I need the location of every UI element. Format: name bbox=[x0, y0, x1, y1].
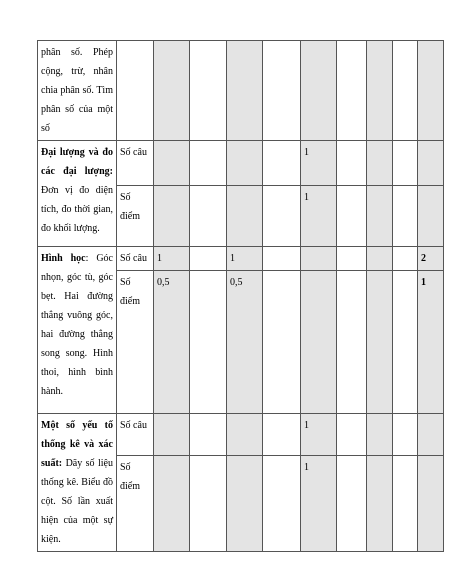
value-cell bbox=[393, 414, 418, 456]
value-cell bbox=[190, 141, 227, 186]
value-cell bbox=[393, 141, 418, 186]
value-cell bbox=[337, 186, 367, 247]
row-label-cell: Số điểm bbox=[117, 271, 154, 414]
value-cell bbox=[227, 414, 263, 456]
value-cell bbox=[393, 186, 418, 247]
matrix-table bbox=[37, 40, 444, 552]
value-cell bbox=[418, 141, 444, 186]
value-cell bbox=[367, 455, 393, 551]
value-cell bbox=[263, 271, 301, 414]
table-row bbox=[38, 41, 444, 141]
row-label-cell: Số câu bbox=[117, 141, 154, 186]
value-cell bbox=[418, 186, 444, 247]
value-cell bbox=[263, 41, 301, 141]
row-label-cell: Số câu bbox=[117, 247, 154, 271]
value-cell bbox=[263, 455, 301, 551]
value-cell: 1 bbox=[227, 247, 263, 271]
table-row bbox=[38, 414, 444, 456]
value-cell: 1 bbox=[301, 455, 337, 551]
value-cell bbox=[337, 141, 367, 186]
value-cell: 0,5 bbox=[227, 271, 263, 414]
topic-description: Dãy số liệu thống kê. Biểu đồ cột. Số lần xuất hiện của một sự kiện. bbox=[41, 458, 113, 545]
value-cell bbox=[190, 186, 227, 247]
value-cell: 1 bbox=[301, 414, 337, 456]
topic-title: Đại lượng và đo các đại lượng: bbox=[41, 147, 113, 177]
value-cell: 0,5 bbox=[154, 271, 190, 414]
row-label-cell: Số điểm bbox=[117, 186, 154, 247]
value-cell bbox=[367, 414, 393, 456]
row-label-cell bbox=[117, 41, 154, 141]
table-row bbox=[38, 247, 444, 271]
value-cell: 1 bbox=[301, 141, 337, 186]
value-cell bbox=[263, 247, 301, 271]
row-label-cell: Số điểm bbox=[117, 455, 154, 551]
value-cell bbox=[190, 271, 227, 414]
value-cell: 2 bbox=[418, 247, 444, 271]
topic-cell bbox=[38, 247, 117, 414]
value-cell bbox=[301, 271, 337, 414]
table-row bbox=[38, 141, 444, 186]
value-cell bbox=[418, 455, 444, 551]
value-cell bbox=[190, 247, 227, 271]
value-cell bbox=[367, 141, 393, 186]
value-cell bbox=[154, 186, 190, 247]
value-cell bbox=[393, 247, 418, 271]
value-cell bbox=[337, 271, 367, 414]
value-cell bbox=[337, 41, 367, 141]
value-cell bbox=[263, 186, 301, 247]
value-cell bbox=[367, 271, 393, 414]
value-cell bbox=[337, 247, 367, 271]
topic-title: Một số yếu tố thống kê và xác suất: bbox=[41, 420, 113, 469]
value-cell bbox=[393, 455, 418, 551]
topic-description: : Góc nhọn, góc tù, góc bẹt. Hai đường thẳng vuông góc, hai đường thẳng song song. Hình thoi, hình bình hành. bbox=[41, 253, 113, 397]
value-cell bbox=[393, 271, 418, 414]
value-cell bbox=[367, 186, 393, 247]
value-cell bbox=[227, 41, 263, 141]
value-cell bbox=[337, 455, 367, 551]
value-cell bbox=[263, 141, 301, 186]
value-cell bbox=[367, 247, 393, 271]
value-cell bbox=[154, 141, 190, 186]
topic-cell bbox=[38, 414, 117, 552]
topic-title: Hình học bbox=[41, 253, 86, 264]
value-cell bbox=[190, 414, 227, 456]
value-cell bbox=[301, 41, 337, 141]
value-cell: 1 bbox=[418, 271, 444, 414]
value-cell bbox=[227, 186, 263, 247]
value-cell bbox=[190, 455, 227, 551]
row-label-cell: Số câu bbox=[117, 414, 154, 456]
value-cell bbox=[367, 41, 393, 141]
value-cell bbox=[227, 141, 263, 186]
value-cell: 1 bbox=[301, 186, 337, 247]
value-cell bbox=[393, 41, 418, 141]
value-cell bbox=[190, 41, 227, 141]
value-cell bbox=[418, 41, 444, 141]
value-cell bbox=[337, 414, 367, 456]
value-cell bbox=[154, 414, 190, 456]
topic-cell bbox=[38, 141, 117, 247]
value-cell: 1 bbox=[154, 247, 190, 271]
value-cell bbox=[227, 455, 263, 551]
value-cell bbox=[263, 414, 301, 456]
topic-cell bbox=[38, 41, 117, 141]
topic-description: Đơn vị đo diện tích, đo thời gian, đo khối lượng. bbox=[41, 185, 113, 234]
value-cell bbox=[418, 414, 444, 456]
topic-description: phân số. Phép cộng, trừ, nhân chia phân số. Tìm phân số của một số bbox=[41, 47, 113, 134]
value-cell bbox=[301, 247, 337, 271]
value-cell bbox=[154, 455, 190, 551]
value-cell bbox=[154, 41, 190, 141]
